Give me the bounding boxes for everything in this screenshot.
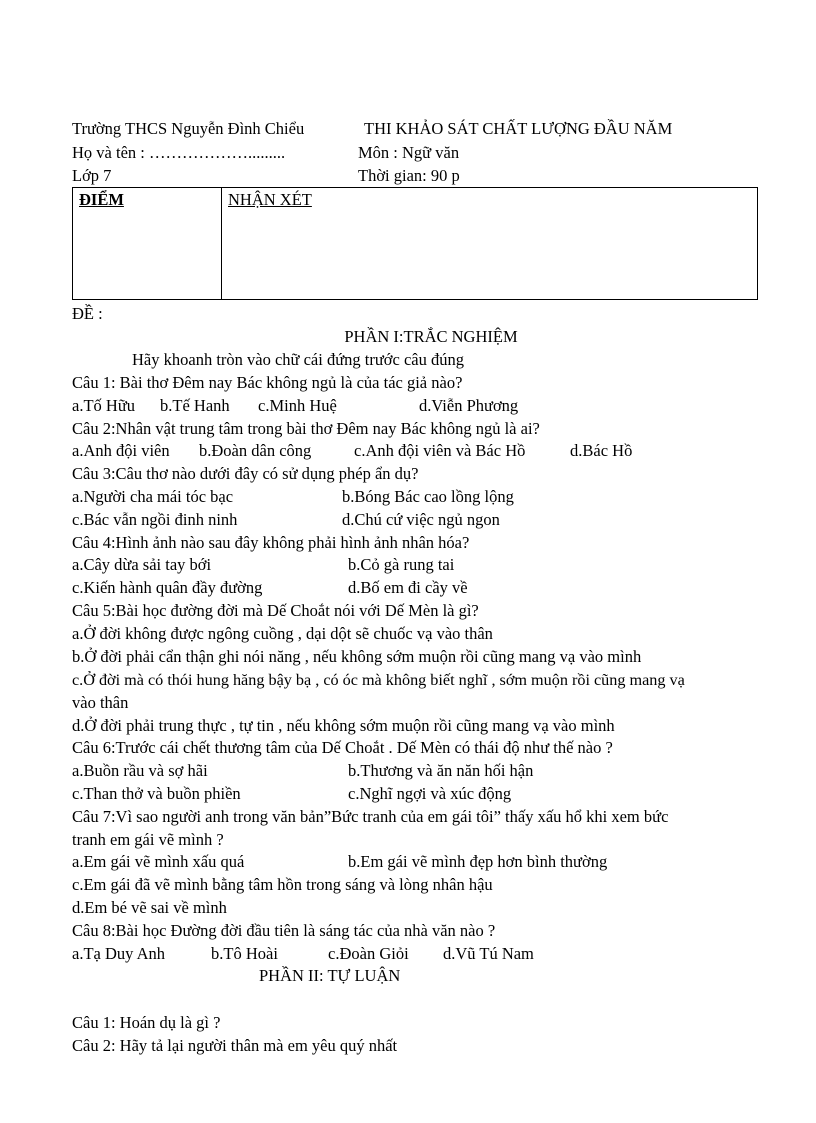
school-name: Trường THCS Nguyễn Đình Chiểu: [72, 119, 305, 138]
subject-label: Môn : Ngữ văn: [358, 143, 460, 162]
q2-option-c: c.Anh đội viên và Bác Hồ: [354, 441, 526, 460]
class-label: Lớp 7: [72, 166, 112, 185]
comment-header: NHẬN XÉT: [228, 190, 312, 209]
q4-option-a: a.Cây dừa sải tay bới: [72, 555, 212, 574]
time-label: Thời gian: 90 p: [358, 166, 460, 185]
grade-table-divider: [221, 188, 222, 299]
q8-option-b: b.Tô Hoài: [211, 944, 278, 963]
q2-question: Câu 2:Nhân vật trung tâm trong bài thơ Đêm nay Bác không ngủ là ai?: [72, 419, 540, 438]
exam-title: THI KHẢO SÁT CHẤT LƯỢNG ĐẦU NĂM: [364, 119, 673, 138]
q7-option-a: a.Em gái vẽ mình xấu quá: [72, 852, 245, 871]
q2-option-d: d.Bác Hồ: [570, 441, 633, 460]
q6-option-a: a.Buồn rầu và sợ hãi: [72, 761, 208, 780]
q8-question: Câu 8:Bài học Đường đời đầu tiên là sáng tác của nhà văn nào ?: [72, 921, 496, 940]
q3-option-a: a.Người cha mái tóc bạc: [72, 487, 234, 506]
q2-option-b: b.Đoàn dân công: [199, 441, 312, 460]
q7-question: Câu 7:Vì sao người anh trong văn bản”Bức tranh của em gái tôi” thấy xấu hổ khi xem bức: [72, 807, 669, 826]
part1-instruction: Hãy khoanh tròn vào chữ cái đứng trước câu đúng: [132, 350, 464, 369]
q6-option-c: c.Than thở và buồn phiền: [72, 784, 241, 803]
q7-option-d: d.Em bé vẽ sai về mình: [72, 898, 227, 917]
grade-table: [72, 187, 758, 300]
part2-q1: Câu 1: Hoán dụ là gì ?: [72, 1013, 221, 1032]
q7-option-b: b.Em gái vẽ mình đẹp hơn bình thường: [348, 852, 608, 871]
q6-option-b: b.Thương và ăn năn hối hận: [348, 761, 534, 780]
q3-option-c: c.Bác vẫn ngồi đinh ninh: [72, 510, 238, 529]
q3-option-b: b.Bóng Bác cao lồng lộng: [342, 487, 514, 506]
q6-option-d: c.Nghĩ ngợi và xúc động: [348, 784, 512, 803]
score-header: ĐIỂM: [79, 190, 124, 209]
q4-question: Câu 4:Hình ảnh nào sau đây không phải hình ảnh nhân hóa?: [72, 533, 470, 552]
q6-question: Câu 6:Trước cái chết thương tâm của Dế Choắt . Dế Mèn có thái độ như thế nào ?: [72, 738, 613, 757]
part1-title: PHẦN I:TRẮC NGHIỆM: [344, 327, 518, 346]
q1-option-d: d.Viễn Phương: [419, 396, 519, 415]
q5-option-d: d.Ở đời phải trung thực , tự tin , nếu không sớm muộn rồi cũng mang vạ vào mình: [72, 716, 615, 735]
q3-question: Câu 3:Câu thơ nào dưới đây có sử dụng phép ẩn dụ?: [72, 464, 419, 483]
q4-option-c: c.Kiến hành quân đầy đường: [72, 578, 263, 597]
q7-option-c: c.Em gái đã vẽ mình bằng tâm hồn trong sáng và lòng nhân hậu: [72, 875, 493, 894]
q5-option-b: b.Ở đời phải cẩn thận ghi nói năng , nếu không sớm muộn rồi cũng mang vạ vào mình: [72, 647, 642, 666]
q5-option-c-cont: vào thân: [72, 693, 129, 712]
q7-question-cont: tranh em gái vẽ mình ?: [72, 830, 224, 849]
q8-option-c: c.Đoàn Giỏi: [328, 944, 409, 963]
q5-option-c: c.Ở đời mà có thói hung hăng bậy bạ , có óc mà không biết nghĩ , sớm muộn rồi cũng mang vạ: [72, 671, 685, 689]
q3-option-d: d.Chú cứ việc ngủ ngon: [342, 510, 500, 529]
q4-option-b: b.Cỏ gà rung tai: [348, 555, 455, 574]
q2-option-a: a.Anh đội viên: [72, 441, 170, 460]
student-name-field: Họ và tên : ……………….........: [72, 143, 286, 162]
part2-title: PHẦN II: TỰ LUẬN: [259, 966, 401, 985]
q8-option-d: d.Vũ Tú Nam: [443, 944, 534, 963]
q1-option-c: c.Minh Huệ: [258, 396, 337, 415]
q1-option-b: b.Tế Hanh: [160, 396, 230, 415]
q1-option-a: a.Tố Hữu: [72, 396, 136, 415]
q8-option-a: a.Tạ Duy Anh: [72, 944, 166, 963]
q4-option-d: d.Bố em đi cầy về: [348, 578, 468, 597]
q1-question: Câu 1: Bài thơ Đêm nay Bác không ngủ là của tác giả nào?: [72, 373, 463, 392]
q5-option-a: a.Ở đời không được ngông cuồng , dại dột sẽ chuốc vạ vào thân: [72, 624, 493, 643]
q5-question: Câu 5:Bài học đường đời mà Dế Choắt nói với Dế Mèn là gì?: [72, 601, 479, 620]
part2-q2: Câu 2: Hãy tả lại người thân mà em yêu quý nhất: [72, 1036, 398, 1055]
de-label: ĐỀ :: [72, 304, 103, 323]
